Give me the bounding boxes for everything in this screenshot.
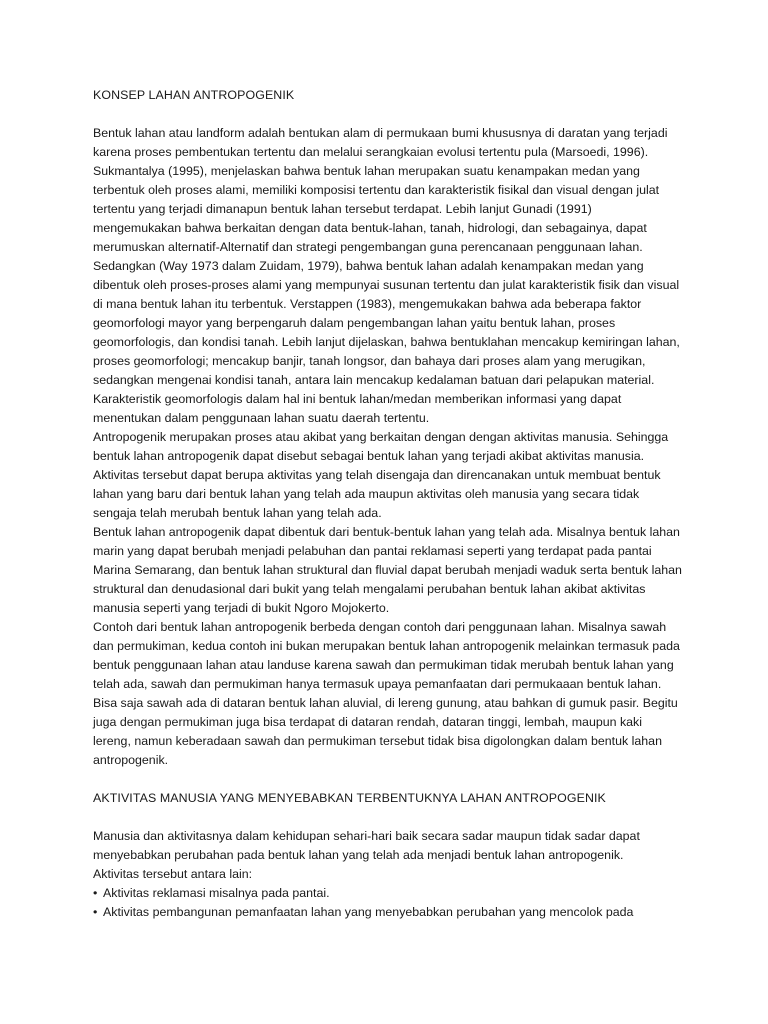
list-item-text: Aktivitas pembangunan pemanfaatan lahan yang menyebabkan perubahan yang mencolok pada: [103, 905, 634, 919]
list-item-text: Aktivitas reklamasi misalnya pada pantai.: [103, 886, 330, 900]
activity-bullet-list: [93, 884, 683, 922]
bullet-mark: •: [93, 905, 98, 919]
section-spacer: [93, 770, 683, 789]
list-item: [93, 884, 683, 903]
paragraph-landuse-examples: Contoh dari bentuk lahan antropogenik berbeda dengan contoh dari penggunaan lahan. Misalnya sawah dan permukiman, kedua contoh ini bukan merupakan bentuk lahan antropogenik melainkan termasuk pada bentuk penggunaan lahan atau landuse karena sawah dan permukiman tidak merubah bentuk lahan yang telah ada, sawah dan permukiman hanya termasuk upaya pemanfaatan dari permukaaan bentuk lahan. Bisa saja sawah ada di dataran bentuk lahan aluvial, di lereng gunung, atau bahkan di gumuk pasir. Begitu juga dengan permukiman juga bisa terdapat di dataran rendah, dataran tinggi, lembah, maupun kaki lereng, namun keberadaan sawah dan permukiman tersebut tidak bisa digolongkan dalam bentuk lahan antropogenik.: [93, 620, 680, 767]
bullet-mark: •: [93, 886, 98, 900]
section-heading-aktivitas: AKTIVITAS MANUSIA YANG MENYEBABKAN TERBENTUKNYA LAHAN ANTROPOGENIK: [93, 791, 606, 805]
paragraph-aktivitas-list-intro: Aktivitas tersebut antara lain:: [93, 867, 253, 881]
list-item: [93, 903, 683, 922]
paragraph-aktivitas-intro: Manusia dan aktivitasnya dalam kehidupan sehari-hari baik secara sadar maupun tidak sadar dapat menyebabkan perubahan pada bentuk lahan yang telah ada menjadi bentuk lahan antropogenik.: [93, 829, 640, 862]
document-page: [93, 86, 683, 922]
paragraph-antropogenik-definition: Antropogenik merupakan proses atau akibat yang berkaitan dengan dengan aktivitas manusia. Sehingga bentuk lahan antropogenik dapat disebut sebagai bentuk lahan yang terjadi akibat aktivitas manusia. Aktivitas tersebut dapat berupa aktivitas yang telah disengaja dan direncanakan untuk membuat bentuk lahan yang baru dari bentuk lahan yang telah ada maupun aktivitas oleh manusia yang secara tidak sengaja telah merubah bentuk lahan yang telah ada.: [93, 430, 669, 520]
paragraph-antropogenik-formation: Bentuk lahan antropogenik dapat dibentuk dari bentuk-bentuk lahan yang telah ada. Misalnya bentuk lahan marin yang dapat berubah menjadi pelabuhan dan pantai reklamasi seperti yang terdapat pada pantai Marina Semarang, dan bentuk lahan struktural dan fluvial dapat berubah menjadi waduk serta bentuk lahan struktural dan denudasional dari bukit yang telah mengalami perubahan bentuk lahan akibat aktivitas manusia seperti yang terjadi di bukit Ngoro Mojokerto.: [93, 525, 682, 615]
paragraph-landform-definition: Bentuk lahan atau landform adalah bentukan alam di permukaan bumi khususnya di daratan yang terjadi karena proses pembentukan tertentu dan melalui serangkaian evolusi tertentu pula (Marsoedi, 1996). Sukmantalya (1995), menjelaskan bahwa bentuk lahan merupakan suatu kenampakan medan yang terbentuk oleh proses alami, memiliki komposisi tertentu dan karakteristik fisikal dan visual dengan julat tertentu yang terjadi dimanapun bentuk lahan tersebut terdapat. Lebih lanjut Gunadi (1991) mengemukakan bahwa berkaitan dengan data bentuk-lahan, tanah, hidrologi, dan sebagainya, dapat merumuskan alternatif-Alternatif dan strategi pengembangan guna perencanaan penggunaan lahan. Sedangkan (Way 1973 dalam Zuidam, 1979), bahwa bentuk lahan adalah kenampakan medan yang dibentuk oleh proses-proses alami yang mempunyai susunan tertentu dan julat karakteristik fisik dan visual di mana bentuk lahan itu terbentuk. Verstappen (1983), mengemukakan bahwa ada beberapa faktor geomorfologi mayor yang berpengaruh dalam pengembangan lahan yaitu bentuk lahan, proses geomorfologis, dan kondisi tanah. Lebih lanjut dijelaskan, bahwa bentuklahan mencakup kemiringan lahan, proses geomorfologi; mencakup banjir, tanah longsor, dan bahaya dari proses alam yang merugikan, sedangkan mengenai kondisi tanah, antara lain mencakup kedalaman batuan dari pelapukan material. Karakteristik geomorfologis dalam hal ini bentuk lahan/medan memberikan informasi yang dapat menentukan dalam penggunaan lahan suatu daerah tertentu.: [93, 126, 680, 425]
section-heading-konsep: KONSEP LAHAN ANTROPOGENIK: [93, 88, 295, 102]
